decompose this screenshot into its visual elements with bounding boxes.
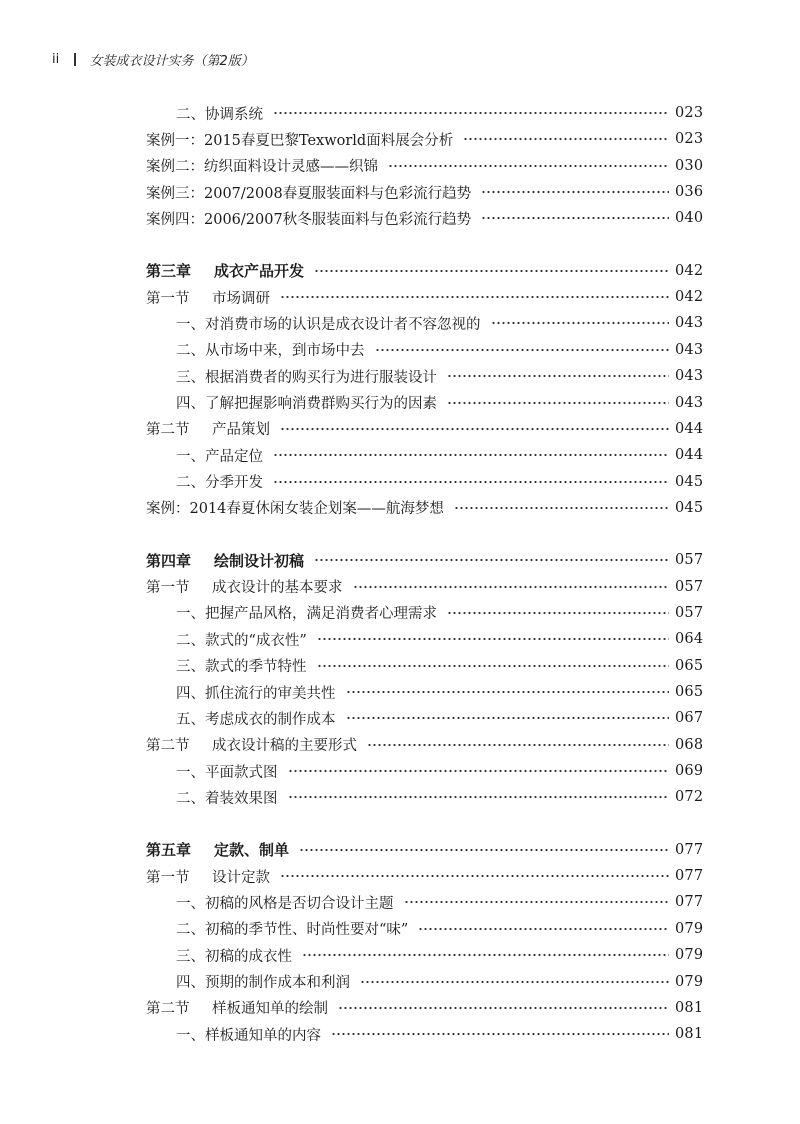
page-number: ii: [52, 52, 60, 67]
toc-entry-title: [176, 918, 408, 939]
toc-entry-label: 第四章: [146, 551, 192, 570]
toc-page-number: 043: [675, 341, 704, 358]
toc-entry-text: 二、款式的“成衣性”: [176, 632, 307, 649]
dot-leader: [353, 585, 670, 589]
toc-entry-item: [0, 942, 703, 968]
toc-entry-title: [176, 445, 263, 466]
toc-entry-text: 设计定款: [212, 869, 270, 886]
dot-leader: [360, 980, 669, 984]
toc-page-number: 023: [675, 105, 704, 121]
toc-entry-title: [176, 629, 307, 650]
toc-page-number: 077: [675, 841, 704, 858]
toc-entry-section: [0, 995, 703, 1021]
toc-entry-text: 五、考虑成衣的制作成本: [176, 711, 336, 728]
toc-entry-case: [0, 153, 703, 179]
toc-entry-title: [146, 997, 328, 1018]
toc-entry-text: 三、根据消费者的购买行为进行服装设计: [176, 369, 437, 386]
toc-page-number: 079: [675, 973, 704, 990]
toc-entry-title: [146, 129, 453, 150]
toc-entry-title: [146, 839, 289, 860]
toc-entry-item: [0, 390, 703, 416]
dot-leader: [317, 637, 669, 641]
toc-page-number: 064: [675, 631, 704, 648]
toc-entry-title: [176, 339, 365, 360]
toc-entry-title: [176, 971, 350, 992]
toc-entry-text: 二、着装效果图: [176, 790, 278, 807]
dot-leader: [491, 321, 670, 325]
toc-entry-section: [0, 416, 703, 442]
dot-leader: [388, 164, 669, 168]
toc-entry-title: [146, 182, 471, 203]
toc-entry-text: 绘制设计初稿: [214, 551, 305, 570]
toc-entry-text: 案例：2014春夏休闲女装企划案——航海梦想: [146, 501, 444, 518]
toc-page-number: 040: [675, 210, 704, 227]
toc-entry-text: 二、分季开发: [176, 475, 263, 492]
toc-entry-label: 第一节: [146, 290, 190, 307]
toc-entry-section: [0, 284, 703, 310]
toc-entry-title: [176, 655, 307, 676]
toc-entry-case: [0, 205, 703, 231]
toc-entry-item: [0, 310, 703, 336]
toc-page-number: 036: [675, 184, 704, 201]
dot-leader: [346, 690, 670, 694]
toc-entry-text: 成衣设计稿的主要形式: [212, 738, 357, 755]
toc-entry-text: 四、抓住流行的审美共性: [176, 685, 336, 702]
dot-leader: [404, 900, 670, 904]
toc-entry-title: [146, 155, 378, 176]
toc-entry-item: [0, 600, 703, 626]
toc-entry-title: [176, 1024, 321, 1045]
toc-entry-item: [0, 889, 703, 915]
toc-entry-title: [146, 497, 444, 518]
dot-leader: [314, 558, 669, 562]
toc-entry-case: [0, 126, 703, 152]
dot-leader: [273, 453, 669, 457]
toc-page-number: 057: [675, 552, 704, 569]
toc-page-number: 077: [675, 868, 704, 885]
toc-entry-text: 一、产品定位: [176, 448, 263, 465]
toc-entry-title: [146, 287, 270, 308]
dot-leader: [338, 1006, 669, 1010]
toc-entry-text: 产品策划: [212, 422, 270, 439]
toc-entry-item: [0, 916, 703, 942]
toc-entry-case: [0, 495, 703, 521]
toc-page-number: 045: [675, 473, 704, 490]
toc-entry-text: 市场调研: [212, 290, 270, 307]
dot-leader: [317, 664, 670, 668]
toc-entry-item: [0, 626, 703, 652]
toc-entry-title: [176, 682, 336, 703]
dot-leader: [280, 427, 669, 431]
toc-entry-text: 一、平面款式图: [176, 764, 278, 781]
toc-entry-title: [176, 892, 394, 913]
toc-entry-item: [0, 442, 703, 468]
toc-entry-item: [0, 100, 703, 126]
toc-page-number: 079: [675, 920, 704, 937]
toc-entry-title: [146, 260, 304, 281]
dot-leader: [463, 137, 669, 141]
toc-entry-text: 三、初稿的成衣性: [176, 948, 292, 965]
toc-entry-text: 成衣设计的基本要求: [212, 580, 343, 597]
toc-entry-item: [0, 469, 703, 495]
toc-page-number: 081: [675, 999, 704, 1016]
dot-leader: [299, 848, 669, 852]
toc-entry-title: [176, 602, 437, 623]
toc-page-number: 030: [675, 157, 704, 174]
toc-entry-item: [0, 679, 703, 705]
toc-entry-label: 第五章: [146, 841, 192, 860]
toc-page-number: 065: [675, 684, 704, 700]
toc-page-number: 081: [675, 1026, 704, 1043]
toc-entry-text: 一、初稿的风格是否切合设计主题: [176, 895, 394, 912]
toc-page-number: 069: [675, 763, 704, 780]
dot-leader: [273, 111, 669, 115]
toc-entry-section: [0, 863, 703, 889]
toc-page-number: 057: [675, 578, 704, 595]
toc-entry-text: 样板通知单的绘制: [212, 1001, 328, 1018]
toc-page-number: 065: [675, 657, 704, 674]
toc-entry-title: [176, 103, 263, 124]
dot-leader: [302, 953, 669, 957]
toc-page-number: 068: [675, 736, 704, 753]
toc-entry-item: [0, 758, 703, 784]
toc-entry-section: [0, 574, 703, 600]
toc-entry-text: 二、初稿的季节性、时尚性要对“味”: [176, 922, 409, 939]
toc-page-number: 043: [675, 394, 704, 411]
dot-leader: [346, 716, 670, 720]
toc-entry-text: 二、从市场中来，到市场中去: [176, 343, 365, 360]
toc-page-number: 042: [675, 289, 704, 306]
toc-entry-title: [146, 576, 343, 597]
toc-page-number: 079: [675, 947, 704, 964]
dot-leader: [280, 874, 669, 878]
toc-page-number: 043: [675, 315, 704, 332]
toc-page-number: 067: [675, 710, 704, 727]
toc-entry-title: [146, 734, 357, 755]
toc-entry-item: [0, 653, 703, 679]
toc-entry-item: [0, 337, 703, 363]
toc-entry-item: [0, 705, 703, 731]
toc-entry-item: [0, 1021, 703, 1047]
toc-entry-title: [176, 708, 336, 729]
toc-entry-text: 案例二：纺织面料设计灵感——织锦: [146, 159, 378, 176]
toc-entry-chapter: [0, 837, 703, 863]
toc-entry-item: [0, 969, 703, 995]
toc-entry-label: 第一节: [146, 580, 190, 597]
dot-leader: [418, 927, 669, 931]
toc-entry-label: 第二节: [146, 1001, 190, 1018]
header-divider: [74, 53, 76, 66]
dot-leader: [367, 743, 669, 747]
toc-entry-item: [0, 363, 703, 389]
dot-leader: [288, 769, 670, 773]
dot-leader: [331, 1032, 669, 1036]
dot-leader: [447, 401, 669, 405]
toc-page-number: 044: [675, 420, 704, 437]
dot-leader: [273, 480, 669, 484]
book-title: 女装成衣设计实务（第2版）: [89, 54, 254, 69]
toc-entry-text: 一、对消费市场的认识是成衣设计者不容忽视的: [176, 316, 481, 333]
toc-entry-text: 四、预期的制作成本和利润: [176, 975, 350, 991]
toc-entry-title: [146, 418, 270, 439]
toc-entry-section: [0, 732, 703, 758]
dot-leader: [314, 269, 669, 273]
toc-entry-text: 一、把握产品风格，满足消费者心理需求: [176, 606, 437, 623]
toc-page-number: 044: [675, 447, 704, 464]
toc-page-number: 023: [675, 131, 704, 148]
toc-entry-label: 第三章: [146, 262, 192, 281]
toc-entry-chapter: [0, 258, 703, 284]
toc-page-number: 043: [675, 368, 704, 385]
dot-leader: [288, 795, 670, 799]
toc-entry-text: 二、协调系统: [176, 106, 263, 123]
dot-leader: [481, 216, 669, 220]
dot-leader: [454, 506, 669, 510]
toc-entry-title: [176, 761, 278, 782]
toc-entry-title: [176, 392, 437, 413]
toc-entry-text: 定款、制单: [214, 841, 290, 860]
toc-entry-title: [146, 866, 270, 887]
toc-entry-label: 第二节: [146, 422, 190, 439]
toc-entry-text: 案例四：2006/2007秋冬服装面料与色彩流行趋势: [146, 211, 472, 228]
toc-page-number: 042: [675, 262, 704, 279]
toc-entry-text: 三、款式的季节特性: [176, 659, 307, 676]
toc-page-number: 057: [675, 604, 704, 621]
toc-page-number: 072: [675, 789, 704, 806]
toc-entry-title: [146, 208, 471, 229]
toc-page-number: 077: [675, 894, 704, 911]
dot-leader: [280, 295, 669, 299]
toc-entry-title: [176, 787, 278, 808]
toc-entry-chapter: [0, 547, 703, 573]
dot-leader: [375, 348, 670, 352]
toc-entry-title: [146, 550, 304, 571]
running-header: [52, 50, 254, 69]
toc-entry-text: 案例一：2015春夏巴黎Texworld面料展会分析: [146, 132, 454, 149]
toc-entry-title: [176, 471, 263, 492]
toc-entry-text: 四、了解把握影响消费群购买行为的因素: [176, 396, 437, 412]
toc-entry-label: 第二节: [146, 738, 190, 755]
toc-entry-text: 一、样板通知单的内容: [176, 1027, 321, 1044]
toc-entry-text: 案例三：2007/2008春夏服装面料与色彩流行趋势: [146, 185, 472, 202]
toc-entry-label: 第一节: [146, 869, 190, 886]
dot-leader: [447, 374, 669, 378]
dot-leader: [481, 190, 669, 194]
toc-entry-title: [176, 945, 292, 966]
toc-entry-text: 成衣产品开发: [214, 262, 305, 281]
toc-entry-item: [0, 784, 703, 810]
dot-leader: [447, 611, 669, 615]
toc-entry-case: [0, 179, 703, 205]
toc-page-number: 045: [675, 499, 704, 516]
toc-entry-title: [176, 313, 481, 334]
toc-entry-title: [176, 366, 437, 387]
